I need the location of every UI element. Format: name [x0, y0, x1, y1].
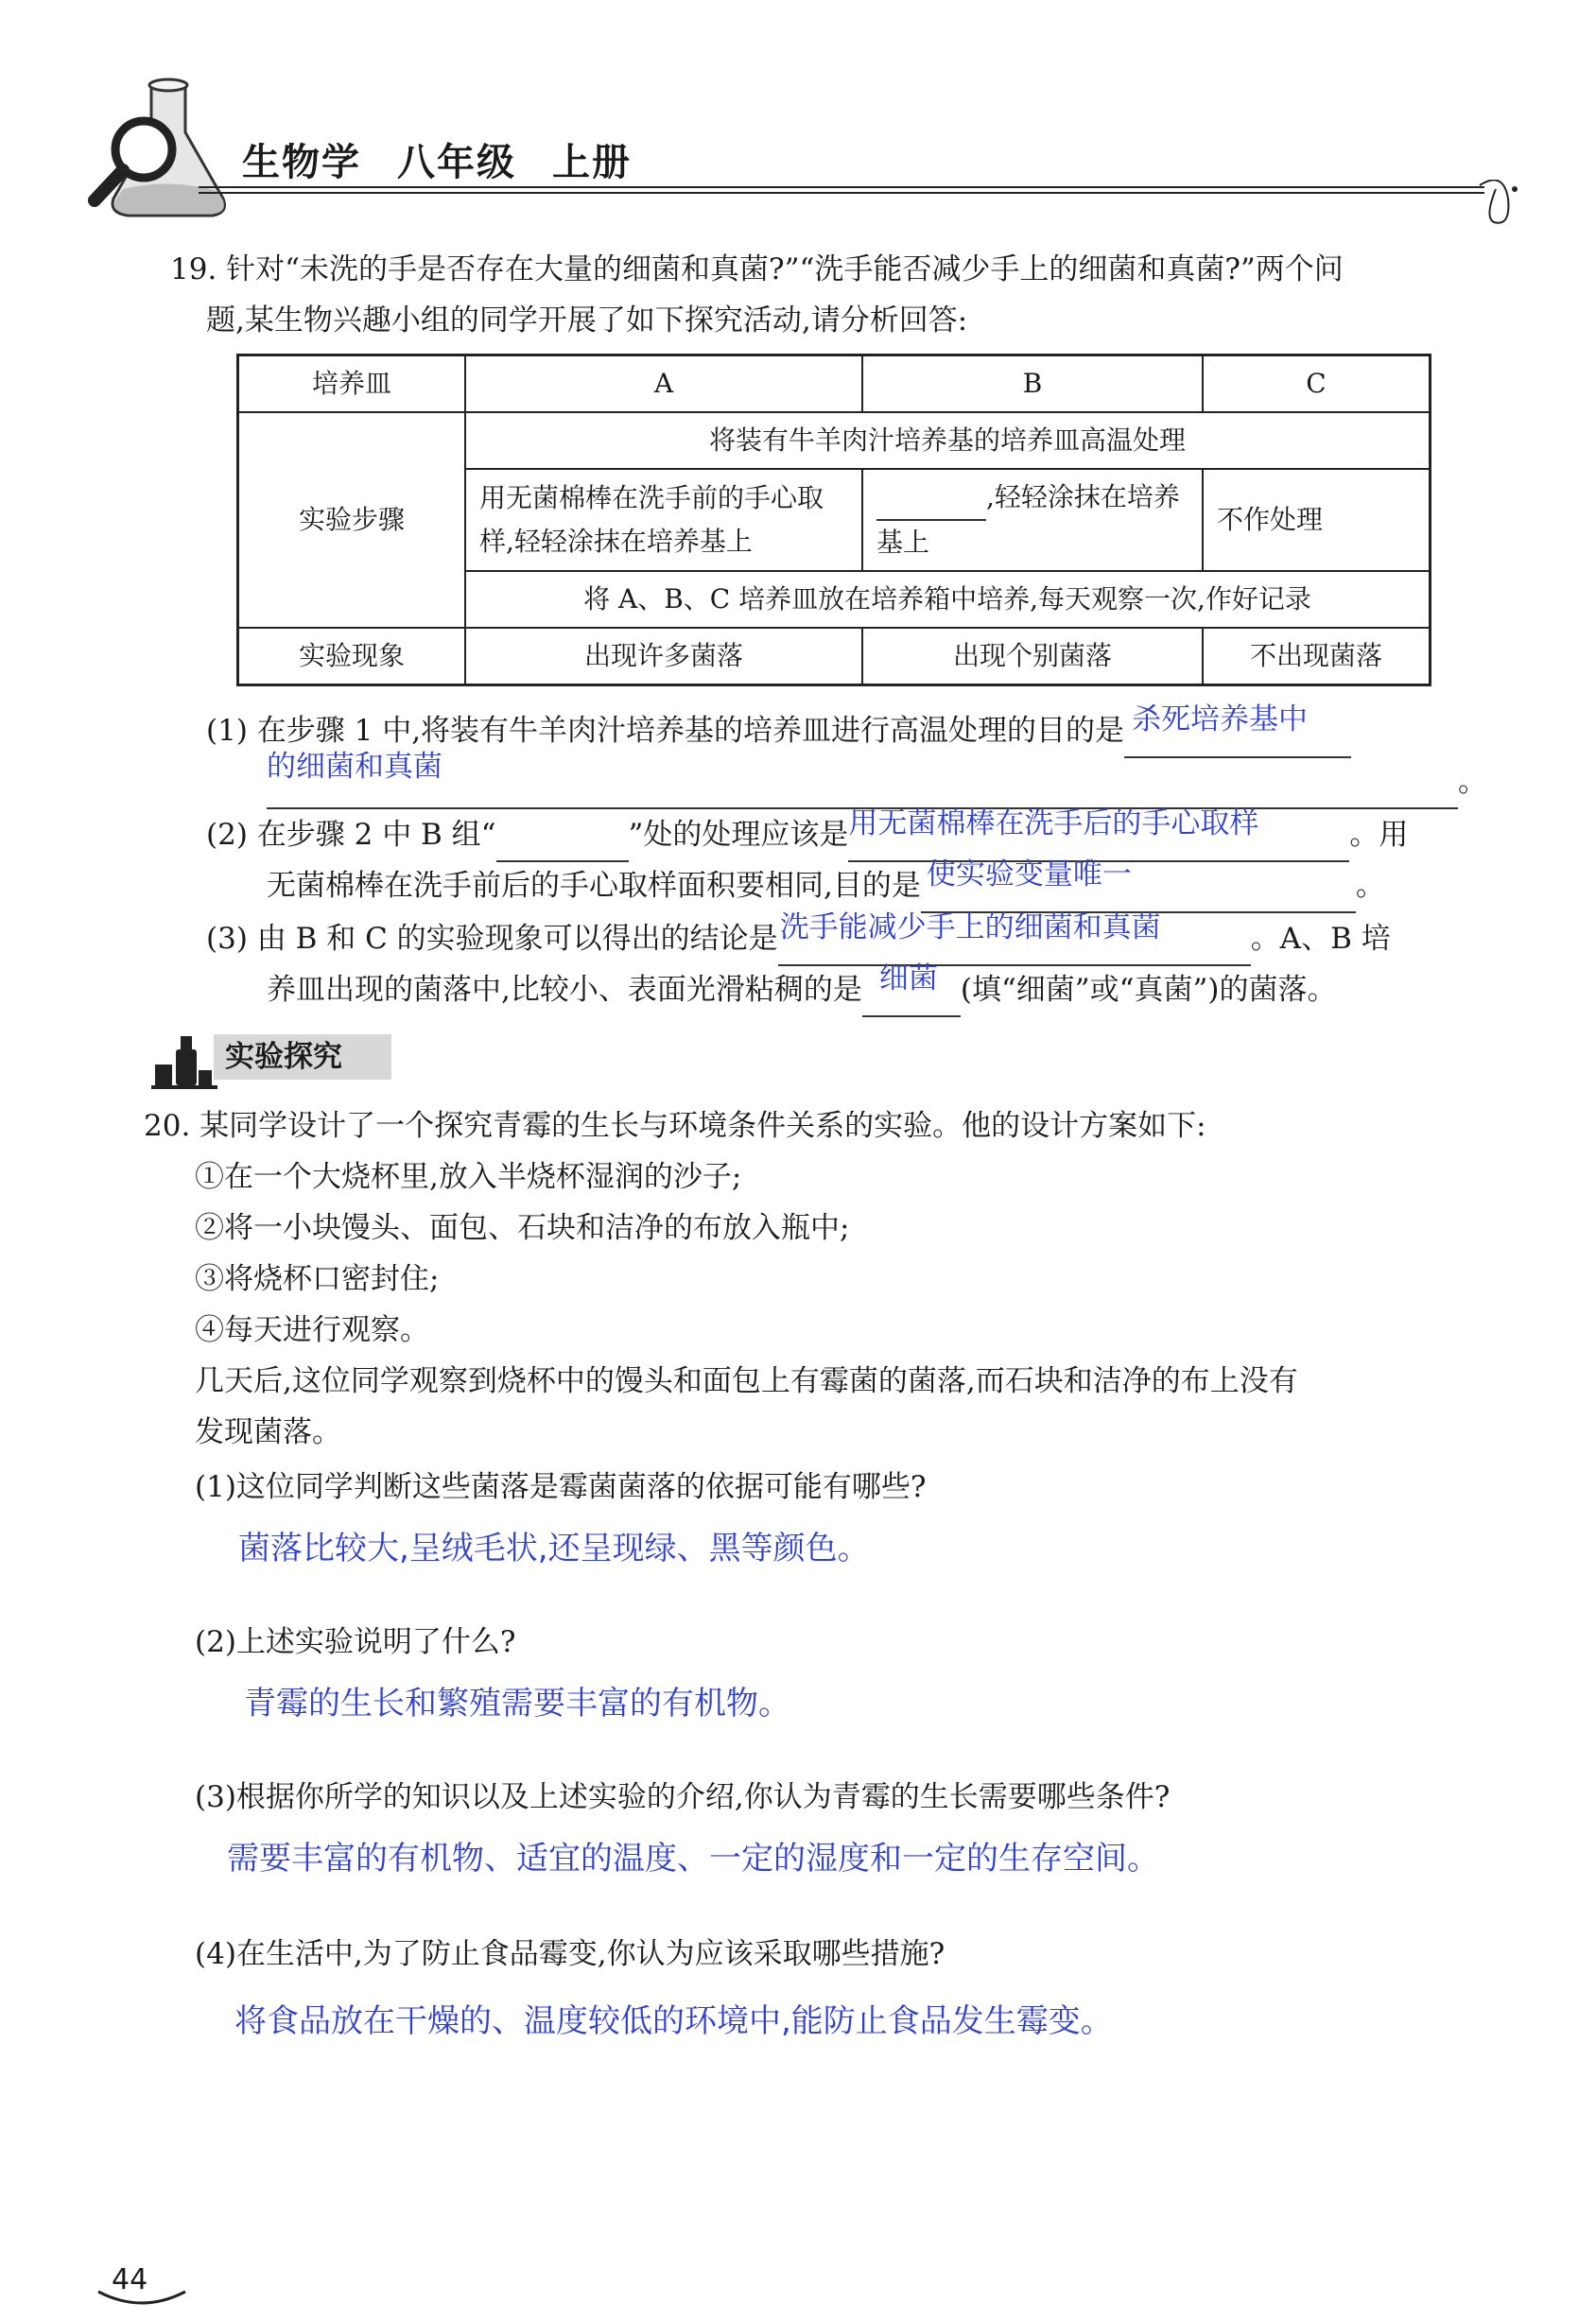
table-header-b: B	[862, 355, 1203, 413]
q19-part3-line2-a: 养皿出现的菌落中,比较小、表面光滑粘稠的是	[267, 973, 862, 1007]
q20-observation-line1: 几天后,这位同学观察到烧杯中的馒头和面包上有霉菌的菌落,而石块和洁净的布上没有	[195, 1364, 1298, 1398]
q20-step3: ③将烧杯口密封住;	[195, 1262, 440, 1296]
table-steps-label: 实验步骤	[238, 412, 466, 628]
table-step2-b-text: ,轻轻涂抹在培养基上	[876, 481, 1180, 558]
q19-part2-line2-text: 无菌棉棒在洗手前后的手心取样面积要相同,目的是	[267, 869, 921, 903]
q19-part3-answer2: 细菌	[878, 961, 938, 996]
q19-part1-period: 。	[1458, 765, 1487, 799]
q19-stem-line1: 19. 针对“未洗的手是否存在大量的细菌和真菌?”“洗手能否减少手上的细菌和真菌?”两个问	[170, 252, 1344, 286]
table-row	[238, 355, 1431, 413]
section-banner	[151, 1027, 397, 1091]
q19-part3-answer2-blank	[862, 961, 961, 1017]
table-phen-label: 实验现象	[238, 628, 466, 685]
bottle-icon	[151, 1027, 217, 1091]
page-number: 44	[112, 2263, 148, 2296]
q20-step2: ②将一小块馒头、面包、石块和洁净的布放入瓶中;	[195, 1211, 850, 1245]
experiment-table	[236, 354, 1431, 686]
table-phen-a: 出现许多菌落	[465, 628, 862, 685]
header-grade: 八年级	[397, 141, 516, 184]
table-phen-c: 不出现菌落	[1203, 628, 1431, 685]
q19-part2-text-c: 。用	[1349, 818, 1409, 852]
q20-question3: (3)根据你所学的知识以及上述实验的介绍,你认为青霉的生长需要哪些条件?	[195, 1780, 1171, 1814]
table-header-c: C	[1203, 355, 1431, 413]
q19-part2-blank	[496, 809, 629, 862]
page-header-title	[242, 132, 668, 186]
q20-question4: (4)在生活中,为了防止食品霉变,你认为应该采取哪些措施?	[195, 1937, 945, 1971]
q19-part3-line2	[267, 961, 1337, 1017]
table-step3: 将 A、B、C 培养皿放在培养箱中培养,每天观察一次,作好记录	[465, 571, 1431, 628]
table-phen-b: 出现个别菌落	[862, 628, 1203, 685]
q20-stem: 20. 某同学设计了一个探究青霉的生长与环境条件关系的实验。他的设计方案如下:	[144, 1109, 1206, 1143]
table-row	[238, 412, 1431, 469]
table-step2-c: 不作处理	[1203, 469, 1431, 571]
q19-part2-period: 。	[1355, 869, 1385, 903]
section-title: 实验探究	[214, 1034, 391, 1080]
header-volume: 上册	[552, 141, 632, 184]
header-subject: 生物学	[242, 141, 361, 184]
q19-part3-answer-blank	[778, 910, 1251, 966]
q19-part3-answer: 洗手能减少手上的细菌和真菌	[779, 910, 1161, 944]
q19-part2-text-a: (2) 在步骤 2 中 B 组“	[206, 818, 496, 852]
table-step2-b-blank	[876, 476, 986, 521]
q19-part2-answer2: 使实验变量唯一	[926, 857, 1132, 892]
q19-part1-answer-blank	[1124, 702, 1351, 758]
table-step1: 将装有牛羊肉汁培养基的培养皿高温处理	[465, 412, 1431, 469]
table-step2-b	[862, 469, 1203, 571]
page-number-swoosh	[95, 2286, 189, 2314]
q20-observation-line2: 发现菌落。	[195, 1415, 341, 1449]
table-row	[238, 628, 1431, 685]
q19-part2-text-b: ”处的处理应该是	[628, 818, 849, 852]
table-header-dish: 培养皿	[238, 355, 466, 413]
q20-answer3: 需要丰富的有机物、适宜的温度、一定的湿度和一定的生存空间。	[227, 1840, 1159, 1878]
q19-stem-line2: 题,某生物兴趣小组的同学开展了如下探究活动,请分析回答:	[206, 303, 968, 338]
table-header-a: A	[465, 355, 862, 413]
q20-answer1: 菌落比较大,呈绒毛状,还呈现绿、黑等颜色。	[238, 1530, 870, 1567]
q20-answer2: 青霉的生长和繁殖需要丰富的有机物。	[244, 1685, 790, 1723]
q19-part3-text-b: 。A、B 培	[1250, 922, 1391, 956]
q20-step1: ①在一个大烧杯里,放入半烧杯湿润的沙子;	[195, 1160, 742, 1194]
q20-question2: (2)上述实验说明了什么?	[195, 1625, 516, 1659]
q20-answer4: 将食品放在干燥的、温度较低的环境中,能防止食品发生霉变。	[234, 2002, 1113, 2040]
q19-part1-answer-b: 的细菌和真菌	[267, 750, 442, 784]
header-rule	[199, 180, 1522, 236]
q19-part2	[206, 806, 1409, 862]
q19-part3-line2-b: (填“细菌”或“真菌”)的菌落。	[960, 973, 1337, 1007]
q19-part3	[206, 910, 1391, 966]
q20-step4: ④每天进行观察。	[195, 1313, 429, 1347]
q19-part1-answer-a: 杀死培养基中	[1132, 702, 1309, 736]
q19-part2-answer: 用无菌棉棒在洗手后的手心取样	[848, 806, 1259, 840]
q19-part1-text: (1) 在步骤 1 中,将装有牛羊肉汁培养基的培养皿进行高温处理的目的是	[206, 714, 1125, 748]
q19-part3-text-a: (3) 由 B 和 C 的实验现象可以得出的结论是	[206, 922, 778, 956]
q20-question1: (1)这位同学判断这些菌落是霉菌菌落的依据可能有哪些?	[195, 1470, 927, 1504]
table-step2-a: 用无菌棉棒在洗手前的手心取样,轻轻涂抹在培养基上	[465, 469, 862, 571]
